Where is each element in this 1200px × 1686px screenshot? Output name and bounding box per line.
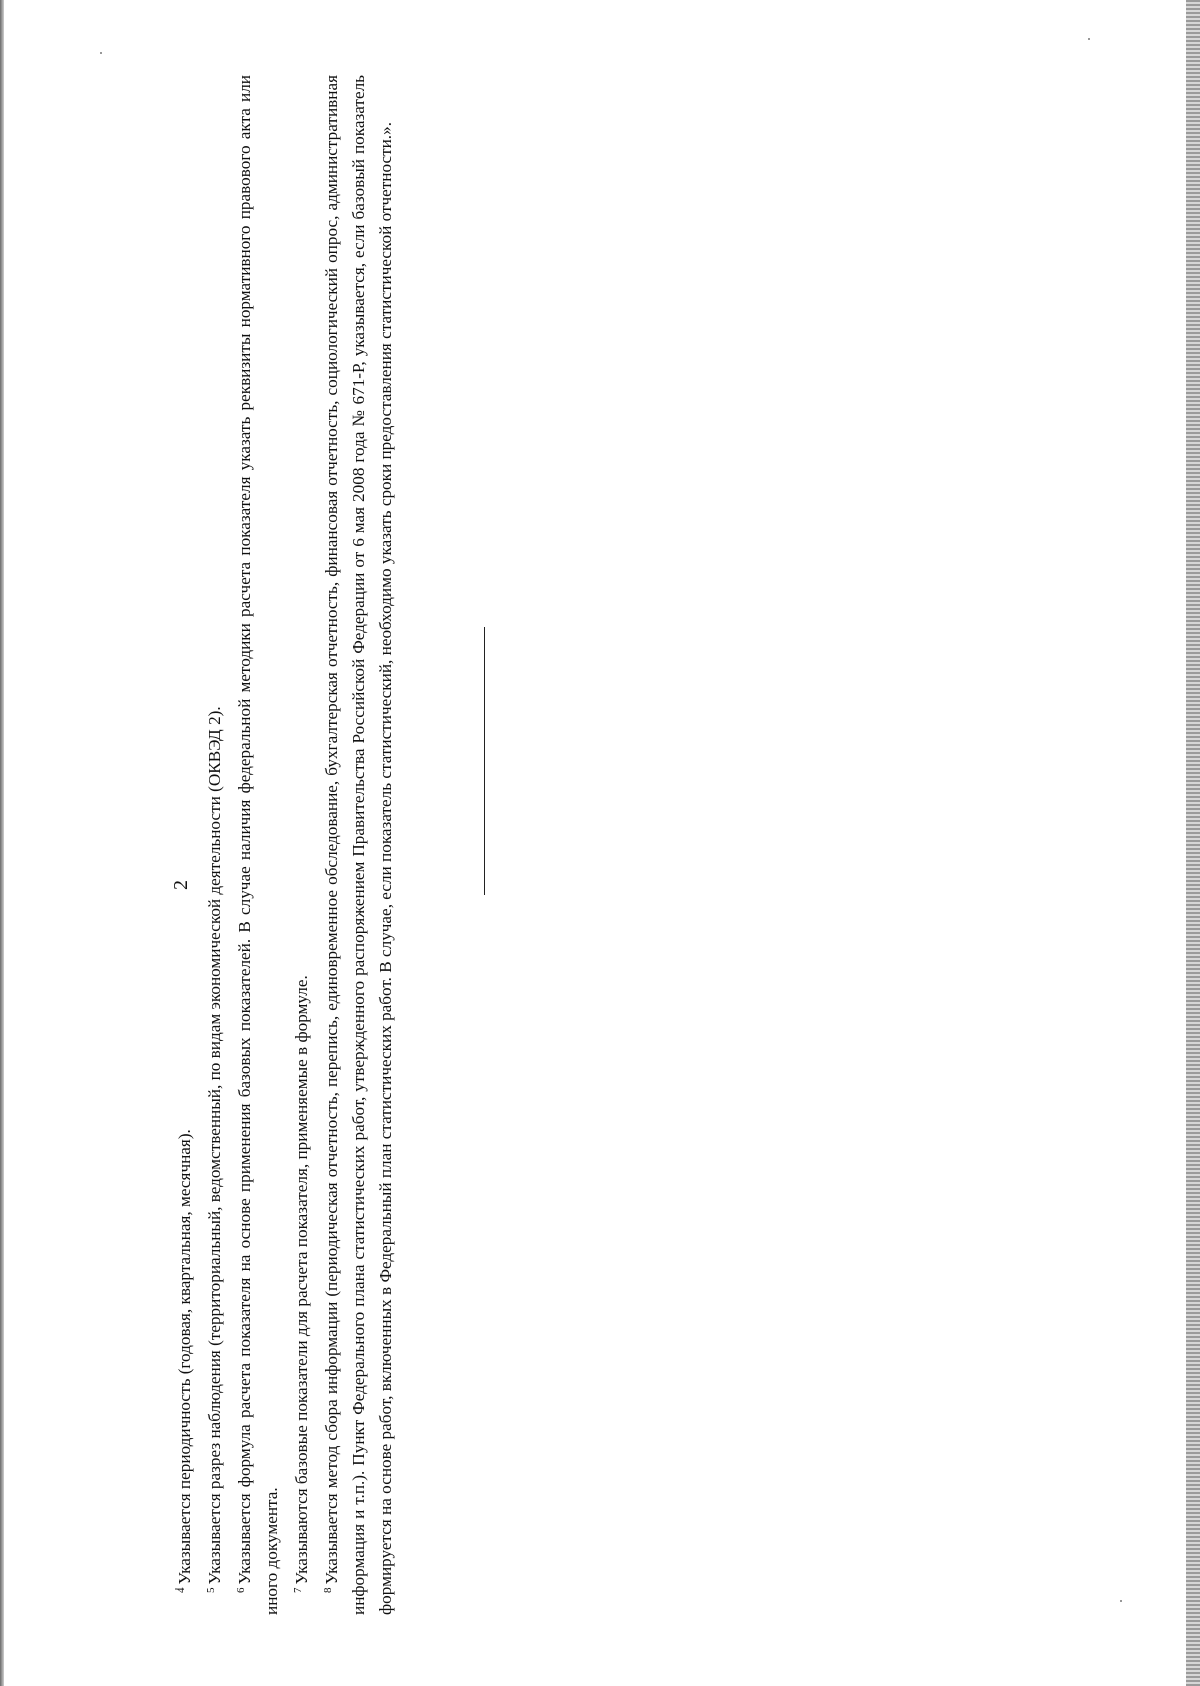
footnote-5 [198, 75, 228, 1615]
footnote-marker: 8 [322, 1587, 334, 1593]
footnote-marker: 6 [235, 1587, 247, 1593]
footnote-text: Указывается периодичность (годовая, квартальная, месячная). [175, 1129, 194, 1585]
footnote-text: Указываются базовые показатели для расчета показателя, применяемые в формуле. [292, 975, 311, 1585]
footnote-marker: 4 [175, 1587, 187, 1593]
footnote-6 [228, 75, 285, 1615]
page-number: 2 [170, 880, 192, 890]
footnote-text: Указывается разрез наблюдения (территориальный, ведомственный, по видам экономической деятельности (ОКВЭД 2). [205, 706, 224, 1585]
scan-speck [1120, 1600, 1122, 1602]
footnotes-block [168, 75, 399, 1615]
footnote-text: Указывается метод сбора информации (периодическая отчетность, перепись, единовременное обследование, бухгалтерская отчетность, финансовая отчетность, социологический опрос, административная информация и т.п.). Пункт Федерального плана статистических работ, утвержденного распоряжением Правительства Российской Федерации от 6 мая 2008 года № 671-Р, указывается, если базовый показатель формируется на основе работ, включенных в Федеральный план статистических работ. В случае, если показатель статистический, необходимо указать сроки предоставления статистической отчетности.». [322, 75, 395, 1615]
scan-edge-left [0, 0, 4, 1686]
scan-speck [100, 52, 102, 54]
closing-rule [484, 627, 485, 895]
footnote-marker: 7 [292, 1587, 304, 1593]
scan-speck [1088, 38, 1090, 40]
footnote-7 [285, 75, 315, 1615]
rotated-page-content [168, 75, 488, 1615]
footnote-marker: 5 [205, 1587, 217, 1593]
footnote-text: Указывается формула расчета показателя на основе применения базовых показателей. В случае наличия федеральной методики расчета показателя указать реквизиты нормативного правового акта или иного документа. [235, 75, 281, 1615]
footnote-4 [168, 75, 198, 1615]
scan-edge-right [1186, 0, 1200, 1686]
footnote-8 [315, 75, 399, 1615]
